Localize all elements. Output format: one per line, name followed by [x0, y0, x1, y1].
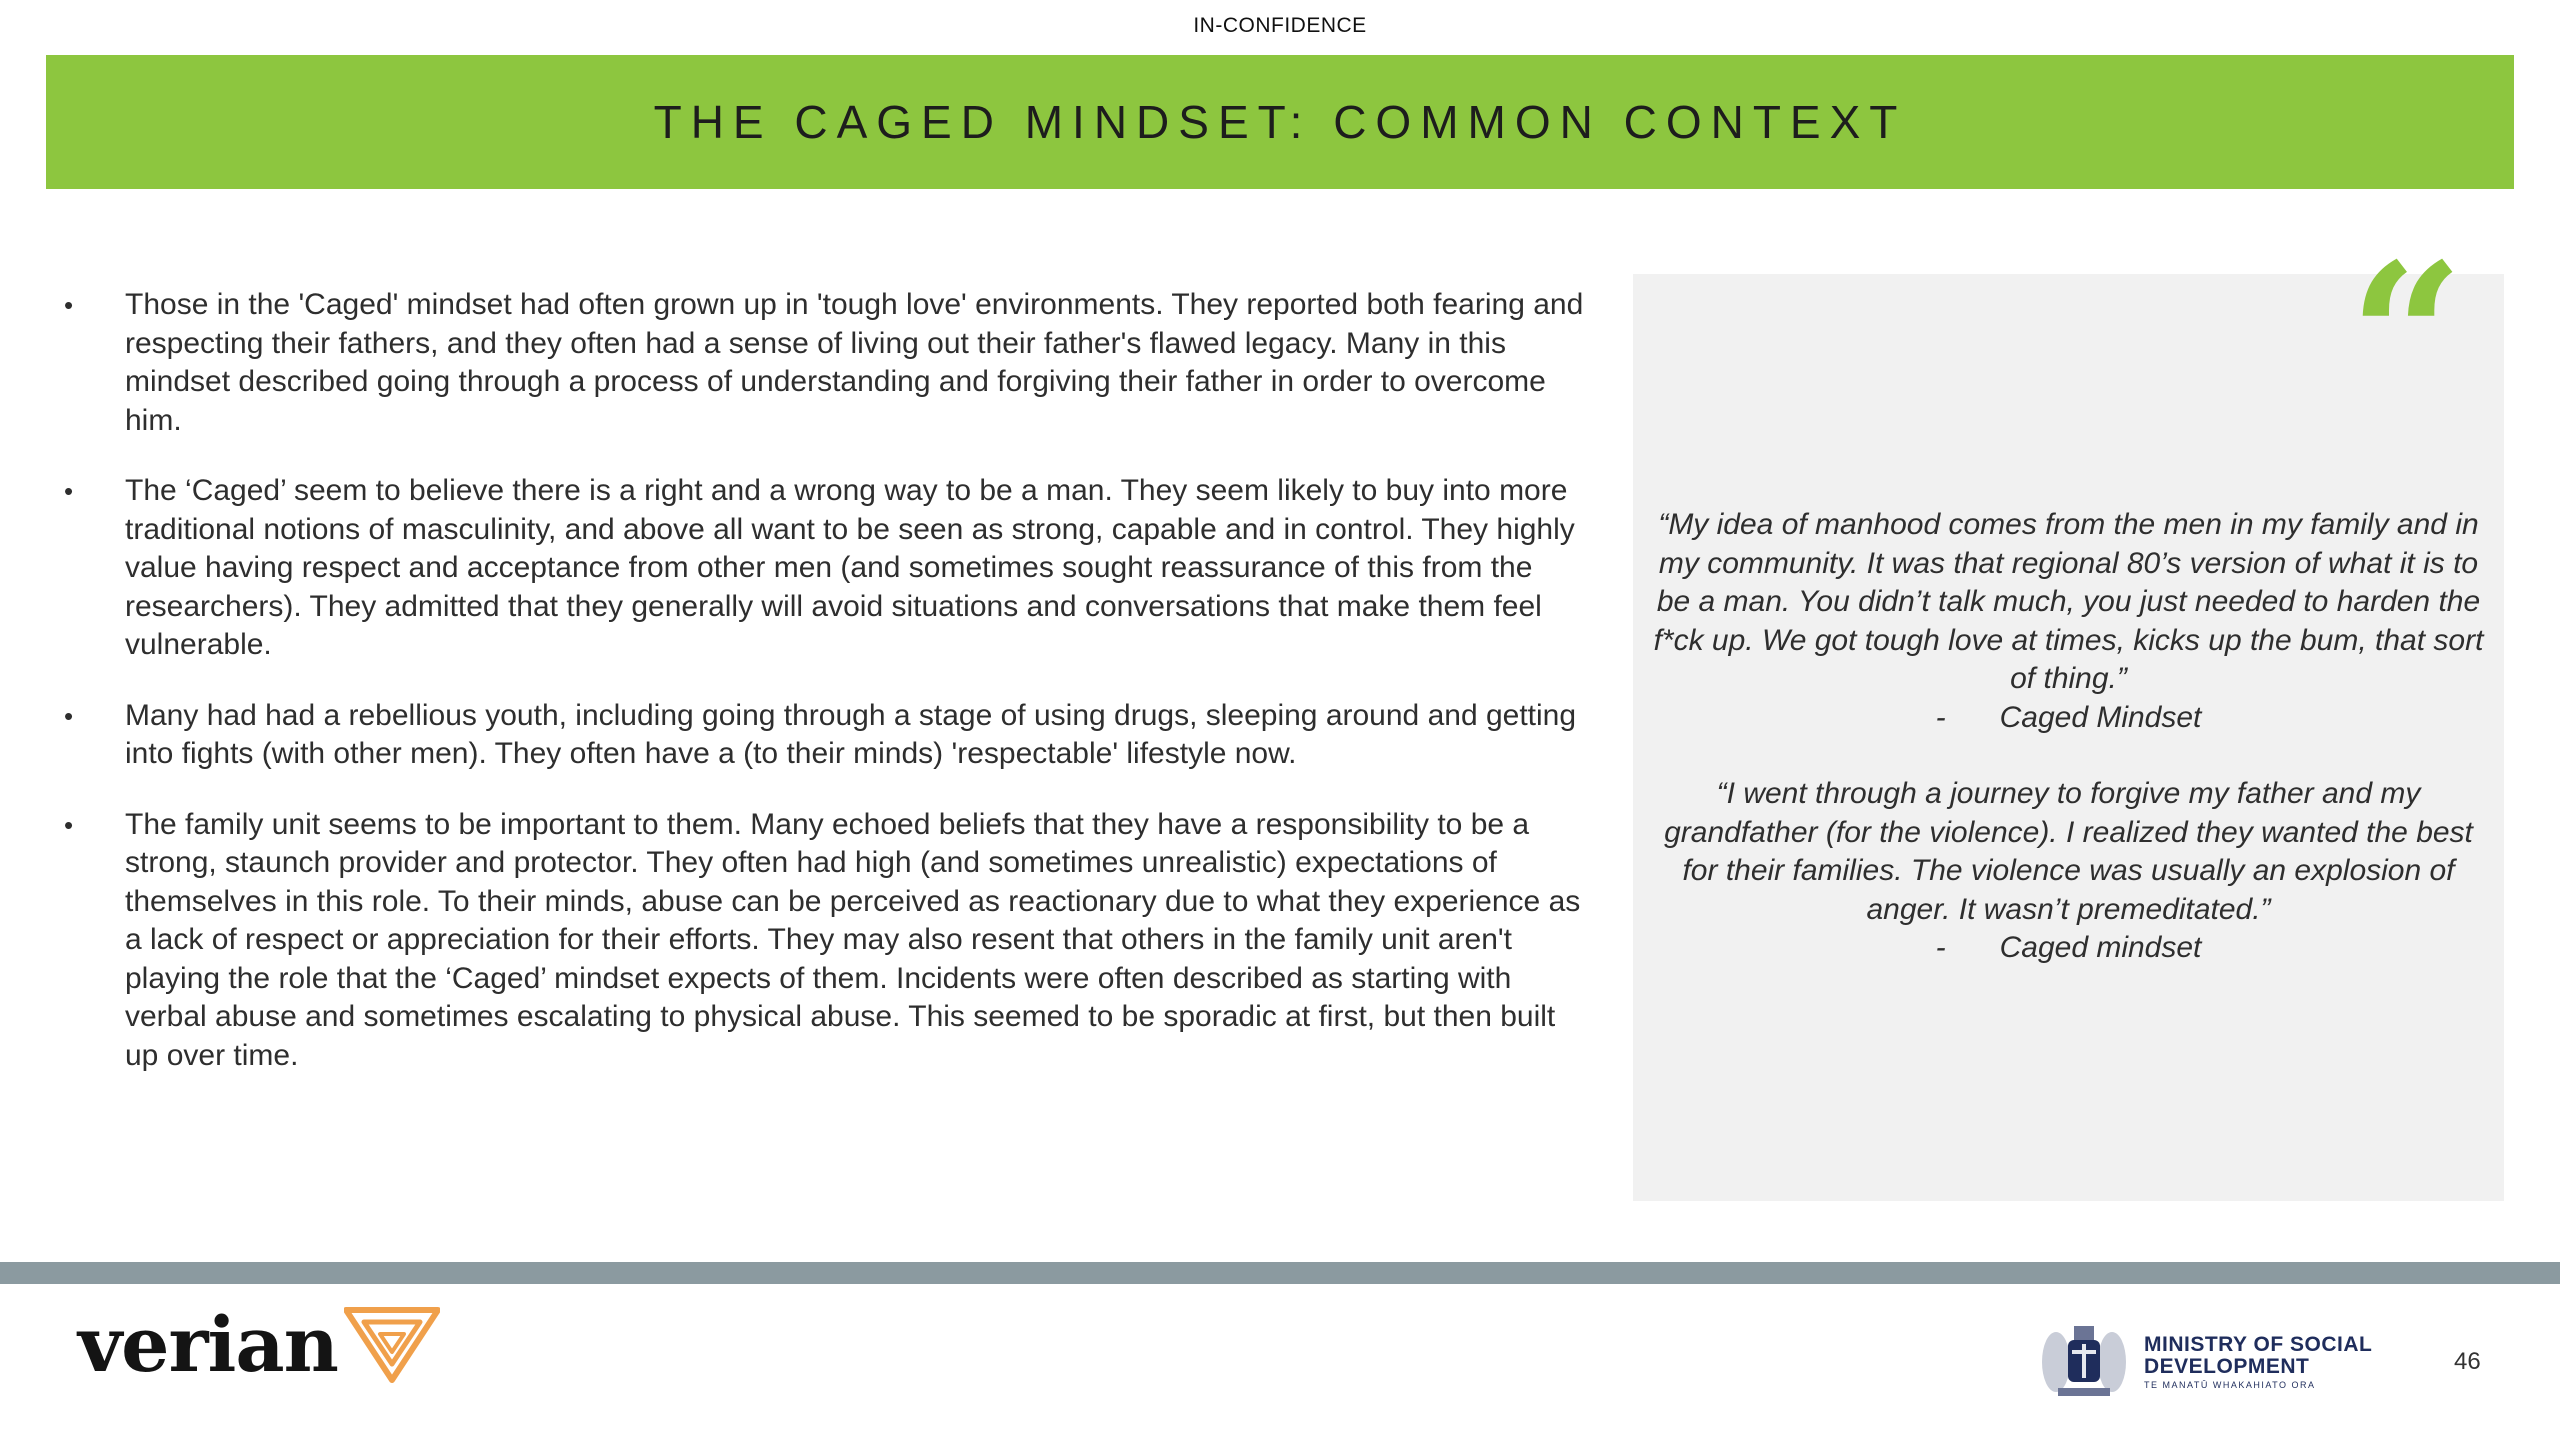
list-item	[58, 697, 1588, 774]
verian-logo	[78, 1300, 440, 1389]
footer-divider	[0, 1262, 2560, 1284]
attribution-text: Caged Mindset	[1999, 700, 2202, 734]
bullet-text: Those in the 'Caged' mindset had often grown up in 'tough love' environments. They reported both fearing and respecting their fathers, and they often had a sense of living out their father's flawed legacy. Many in this mindset described going through a process of understanding and forgiving their father in order to overcome him.	[125, 288, 1584, 437]
bullet-icon: •	[64, 809, 74, 840]
bullet-list	[58, 286, 1588, 1107]
bullet-text: Many had had a rebellious youth, including going through a stage of using drugs, sleeping around and getting into fights (with other men). They often have a (to their minds) 'respectable' lifestyle now.	[125, 698, 1577, 770]
quote-panel	[1633, 220, 2504, 1201]
classification-label: IN-CONFIDENCE	[1193, 14, 1367, 37]
coat-of-arms-icon	[2036, 1322, 2132, 1402]
quote-list	[1653, 506, 2484, 1006]
verian-logo-text: verian	[78, 1300, 338, 1389]
quote-attribution	[1653, 929, 2484, 968]
bullet-text: The ‘Caged’ seem to believe there is a right and a wrong way to be a man. They seem likely to buy into more traditional notions of masculinity, and above all want to be seen as strong, capable and in control. They highly value having respect and acceptance from other men (and sometimes sought reassurance of this from the researchers). They admitted that they generally will avoid situations and conversations that make them feel vulnerable.	[125, 474, 1575, 661]
quote-attribution	[1653, 699, 2484, 738]
bullet-icon: •	[64, 290, 74, 320]
bullet-icon: •	[64, 700, 74, 731]
ministry-maori-name: TE MANATŪ WHAKAHIATO ORA	[2144, 1380, 2316, 1390]
quote-block	[1653, 775, 2484, 968]
attribution-dash: -	[1935, 931, 1946, 964]
bullet-text: The family unit seems to be important to them. Many echoed beliefs that they have a responsibility to be a strong, staunch provider and protector. They often had high (and sometimes unrealistic) expectations of themselves in this role. To their minds, abuse can be perceived as reactionary due to what they experience as a lack of respect or appreciation for their efforts. They may also resent that others in the family unit aren't playing the role that the ‘Caged’ mindset expects of them. Incidents were often described as starting with verbal abuse and sometimes escalating to physical abuse. This seemed to be sporadic at first, but then built up over time.	[125, 807, 1581, 1072]
quote-text: “My idea of manhood comes from the men in my family and in my community. It was that regional 80’s version of what it is to be a man. You didn’t talk much, you just needed to harden the f*ck up. We got tough love at times, kicks up the bum, that sort of thing.”	[1653, 508, 2484, 695]
list-item	[58, 286, 1588, 440]
page-number: 46	[2454, 1348, 2481, 1375]
ministry-logo	[2036, 1322, 2372, 1402]
quote-block	[1653, 506, 2484, 737]
attribution-dash: -	[1935, 700, 1946, 734]
title-banner	[46, 55, 2514, 189]
list-item	[58, 806, 1588, 1076]
quote-text: “I went through a journey to forgive my father and my grandfather (for the violence). I realized they wanted the best for their families. The violence was usually an explosion of anger. It wasn’t premeditated.”	[1664, 777, 2473, 926]
bullet-icon: •	[64, 476, 74, 506]
attribution-text: Caged mindset	[1999, 931, 2202, 964]
ministry-name-line1: MINISTRY OF SOCIAL	[2144, 1333, 2373, 1356]
ministry-text	[2144, 1334, 2372, 1390]
page-title: THE CAGED MINDSET: COMMON CONTEXT	[653, 96, 1907, 148]
ministry-name-line2: DEVELOPMENT	[2144, 1355, 2310, 1378]
verian-chevron-icon	[344, 1306, 440, 1384]
list-item	[58, 472, 1588, 665]
quote-mark-icon: “	[2348, 220, 2464, 455]
